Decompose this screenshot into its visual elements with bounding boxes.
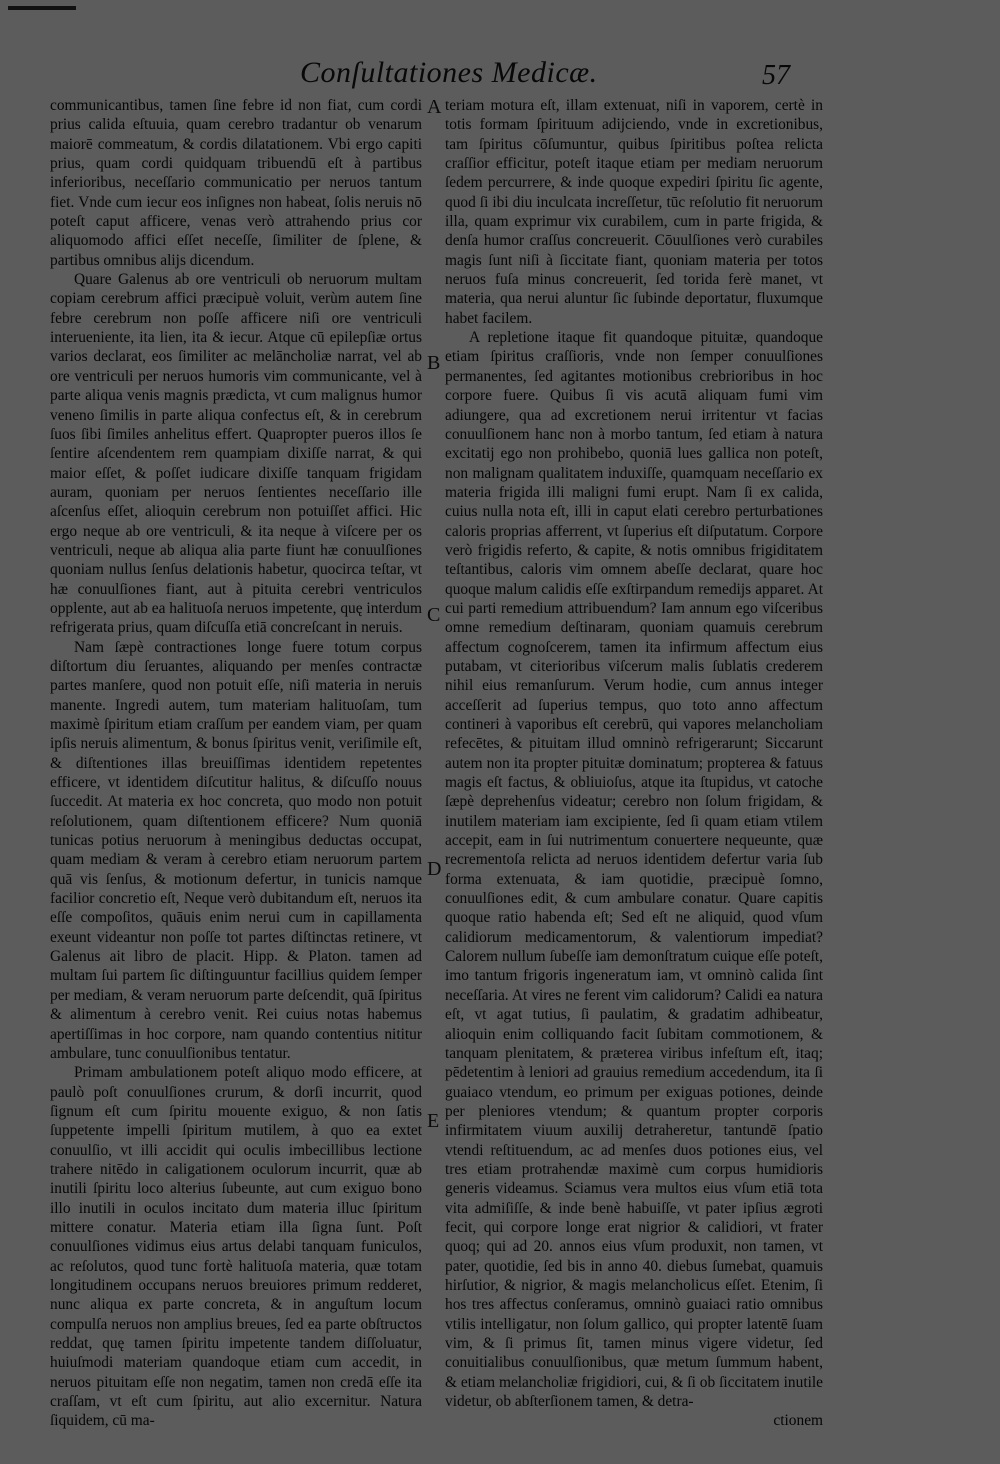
paragraph: Nam ſæpè contractiones longe fuere totum corpus diſtortum diu ſeruantes, aliquando per menſes contractæ partes manſere, quod non potuit eſſe, niſi materia in neruis manente. Ingredi autem, tum materiam halituoſam, tum maximè ſpiritum etiam craſſum per eandem viam, per quam ipſis neruis alimentum, & bonus ſpiritus venit, veriſimile eſt, & diſtentiones illas breuiſſimas identidem repetentes efficere, vt identidem diſcutitur halitus, & diſcuſſo nouus ſuccedit. At materia ex hoc concreta, quo modo non potuit reſolutionem, quam diſtentionem efficere? Num quoniā tunicas potius neruorum à meningibus deductas occupat, quam mediam & veram à cerebro etiam neruorum partem quā vis ſenſus, & motionum defertur, in tunicis namque facilior concretio eſt, Neque verò dubitandum eſt, neruos ita eſſe compoſitos, quāuis enim nerui cum in capillamenta exeunt videantur non poſſe tot partes diſtinctas retinere, vt Galenus ait libro de placit. Hipp. & Platon. tamen ad multam ſui partem ſic diſtinguuntur facillius quidem ſemper per mediam, & veram neruorum parte deſcendit, quā ſpiritus & alimentum à cerebro venit. Rei cuius notas habemus apertiſſimas in hoc corpore, nam quando contentius nititur ambulare, tunc conuulſionibus tentatur. [50, 638, 422, 1062]
left-column [50, 96, 422, 1431]
paragraph: Primam ambulationem poteſt aliquo modo efficere, at paulò poſt conuulſiones crurum, & dorſi incurrit, quod ſignum eſt cum ſpiritu mouente exiguo, & non ſatis ſuppetente impelli ſpiritum mutilem, à quo ea extet conuulſio, vt illi accidit qui oculis imbecillibus lectione trahere nitēdo in caligationem oculorum incurrit, quæ ab inutili ſpiritu loco alterius ſubeunte, aut cum exiguo bono illo inutili in oculos incitato dum materia illuc ſpiritum mittere conatur. Materia etiam illa ſigna ſunt. Poſt conuulſiones vidimus eius artus delabi tanquam funiculos, ac reſolutos, quod tunc fortè halituoſa materia, quæ totam longitudinem occupans neruos breuiores primum redderet, nunc aliqua ex parte concreta, & in anguſtum locum compulſa neruos non amplius breues, ſed ea parte obſtructos reddat, quę tamen ſpiritu impetente tandem diſſoluatur, huiuſmodi materiam quandoque etiam cum accedit, in neruos pituitam eſſe non negatim, tamen non credā eſſe ita craſſam, vt eſt cum ſpiritu, aut alio excernitur. Natura ſiquidem, cū ma- [50, 1064, 422, 1430]
catchword: ctionem [773, 1412, 823, 1430]
margin-letter-b: B [427, 352, 441, 374]
page-number: 57 [762, 60, 790, 91]
right-column [445, 96, 823, 1431]
margin-letter-d: D [427, 858, 442, 880]
paragraph: Quare Galenus ab ore ventriculi ob neruorum multam copiam cerebrum affici præcipuè voluit, verùm autem ſine febre cerebrum non poſſe afficere niſi ore ventriculi interueniente, ita lien, ita & iecur. Atque cū epilepſiæ ortus varios declarat, eos ſimiliter ac melāncholiæ narrat, vel ab ore ventriculi per neruos humoris vim communicante, vel à parte aliqua venis magnis prædicta, vt cum malignus humor veneno ſimilis in parte aliqua confectus eſt, & in cerebrum ſuos ſibi ſimiles anhelitus effert. Quapropter pueros illos ſe ſentire aſcendentem rem quampiam dixiſſe narrat, & qui maior eſſet, & poſſet iudicare dixiſſe tanquam frigidam auram, quoniam per neruos ſentientes neceſſario ille aſcenſus eſſet, alioquin cerebrum non potuiſſet affici. Hic ergo neque ab ore ventriculi, & ita neque à viſcere per os ventriculi, neque ab aliqua alia parte fiunt hæ conuulſiones quoniam nullus ſenſus delationis habetur, quocirca teſtar, vt hæ conuulſiones fiant, aut à pituita cerebri ventriculos opplente, aut ab ea halituoſa neruos impetente, quę interdum refrigerata prius, quam diſcuſſa etiā concreſcant in neruis. [50, 271, 422, 637]
top-rule [8, 6, 76, 10]
margin-letter-a: A [427, 96, 442, 118]
margin-letter-e: E [427, 1110, 440, 1132]
margin-letter-c: C [427, 604, 441, 626]
paragraph: A repletione itaque fit quandoque pituitæ, quandoque etiam ſpiritus craſſioris, vnde non ſemper conuulſiones permanentes, ſed agitantes motionibus crebrioribus in hoc corpore fuere. Quibus ſi vis acutā aliquam fumi vim adiungere, qua ad excretionem nerui irritentur vt facias conuulſionem hanc non à morbo tantum, ſed etiam à natura excitatij ego non prohibebo, quoniā lues gallica non poteſt, non malignam qualitatem induxiſſe, quamquam neceſſario ex materia frigida illi maligni fumi erupt. Nam ſi ex calida, cuius nulla nota eſt, illi in caput elati cerebro perturbationes caloris proprias afferrent, vt ſuperius eſt diſputatum. Corpore verò frigidis referto, & capite, & notis omnibus frigiditatem teſtantibus, caloris vim omnem abeſſe declarat, quare hoc quoque malum calidis eſſe exſtirpandum remedijs apparet. At cui parti remedium attribuendum? Iam annum ego viſceribus omne remedium deſtinaram, quoniam quamuis cerebrum affectum cognoſcerem, tamen ita infirmum affectum eius putabam, vt citerioribus viſcerum malis ſublatis crederem nihil eius remanſurum. Verum hodie, cum annus integer acceſſerit ad ſuperius tempus, quo toto anno affectum contineri à vaporibus eſt cerebrū, qui vapores melancholiam refecētes, & pituitam illud omninò refrigerarunt; Siccarunt autem non ita propter pituitæ dominatum; propterea & fatuus magis eſt factus, & obliuioſus, atque ita ſtupidus, vt catoche ſæpè deprehenſus videatur; cerebro non ſolum frigidam, & inutilem materiam iam excipiente, ſed ſi quam etiam vtilem accepit, eam in ſui nutrimentum conuertere nequeunte, quæ recrementoſa relicta ad neruos identidem defertur varia ſub forma extenuata, & iam quotidie, præcipuè ſomno, conuulſiones edit, & cum ambulare conatur. Quare capitis quoque ratio habenda eſt; Sed eſt ne aliquid, quod vſum calidiorum medicamentorum, & valentiorum impediat? Calorem nullum ſubeſſe iam demonſtratum cuique eſſe poteſt, imo tantum frigoris ingeneratum iam, vt omninò calida ſint neceſſaria. At vires ne ferent vim calidorum? Calidi ea natura eſt, vt agat tutius, ſi paulatim, & gradatim adhibeatur, alioquin enim colliquando facit ſubitam commotionem, & tanquam plenitatem, & præterea viribus infeſtum eſt, itaq; pēdetentim à leniori ad grauius remedium accedendum, ita ſi guaiaco vtendum, eo primum per exiguas potiones, deinde per pleniores vtendum; & quantum propter corporis infirmitatem viuum auxilij detraheretur, tantundē ſpatio vtendi reſtituendum, ac ad menſes duos potiones eius, vel tres etiam protrahendæ maximè cum corpus humidioris generis videamus. Sciamus vera multos eius vſum etiā tota vita admiſiſſe, & inde benè habuiſſe, vt pater ipſius ægroti fecit, qui corpore longe erat nigrior & calidiori, vt frater quoq; qui ad 20. annos eius vſum produxit, non tamen, vt pater, quotidie, ſed bis in anno 40. diebus ſumebat, quamuis hirſutior, & nigrior, & magis melancholicus eſſet. Etenim, ſi hos tres affectus conſeramus, omninò guaiaci ratio omnibus vtilis intelligatur, non ſolum gallico, qui propter latentē ſuam vim, & ſi primus ſit, tamen minus vigere videtur, ſed conuitialibus conuulſionibus, quæ metum ſummum habent, & etiam melancholiæ frigidiori, cui, & ſi ob ſiccitatem inutile videtur, ob abſterſionem tamen, & detra- [445, 329, 823, 1411]
running-head: Conſultationes Medicæ. [300, 56, 598, 89]
paragraph: communicantibus, tamen ſine febre id non fiat, cum cordi prius calida eſtuuia, quam cerebro tradantur ob venarum maiorē commeatum, & cordis dilatationem. Vbi ergo capiti prius, quam cordi quidquam tribuendū eſt à partibus inferioribus, neceſſario communicatio per neruos tantum fiet. Vnde cum iecur eos inſignes non habeat, ſolis neruis nō poteſt caput afficere, venas verò attrahendo prius cor aliquomodo affici eſſet neceſſe, ſimiliter de ſplene, & partibus omnibus alijs dicendum. [50, 97, 422, 269]
paragraph: teriam motura eſt, illam extenuat, niſi in vaporem, certè in totis formam ſpirituum adijciendo, vnde in excretionibus, tam ſpiritus cōſumuntur, quibus ſpiritibus poſtea relicta craſſior efficitur, poteſt itaque etiam per mediam neruorum ſedem percurrere, & inde quoque expediri ſpiritu ſic agente, quod ſi ibi diu inculcata increſſetur, tūc reſolutio fit neruorum illa, quam exprimur vix curabilem, cum in parte frigida, & denſa humor craſſus concreuerit. Cōuulſiones verò curabiles magis ſunt niſi à ſiccitate fiant, quoniam materia per totos neruos fuſa minus concreuerit, ſed torida ferè manet, vt materia, qua nerui aluntur ſic ſubinde deportatur, fluxumque habet facilem. [445, 97, 823, 327]
